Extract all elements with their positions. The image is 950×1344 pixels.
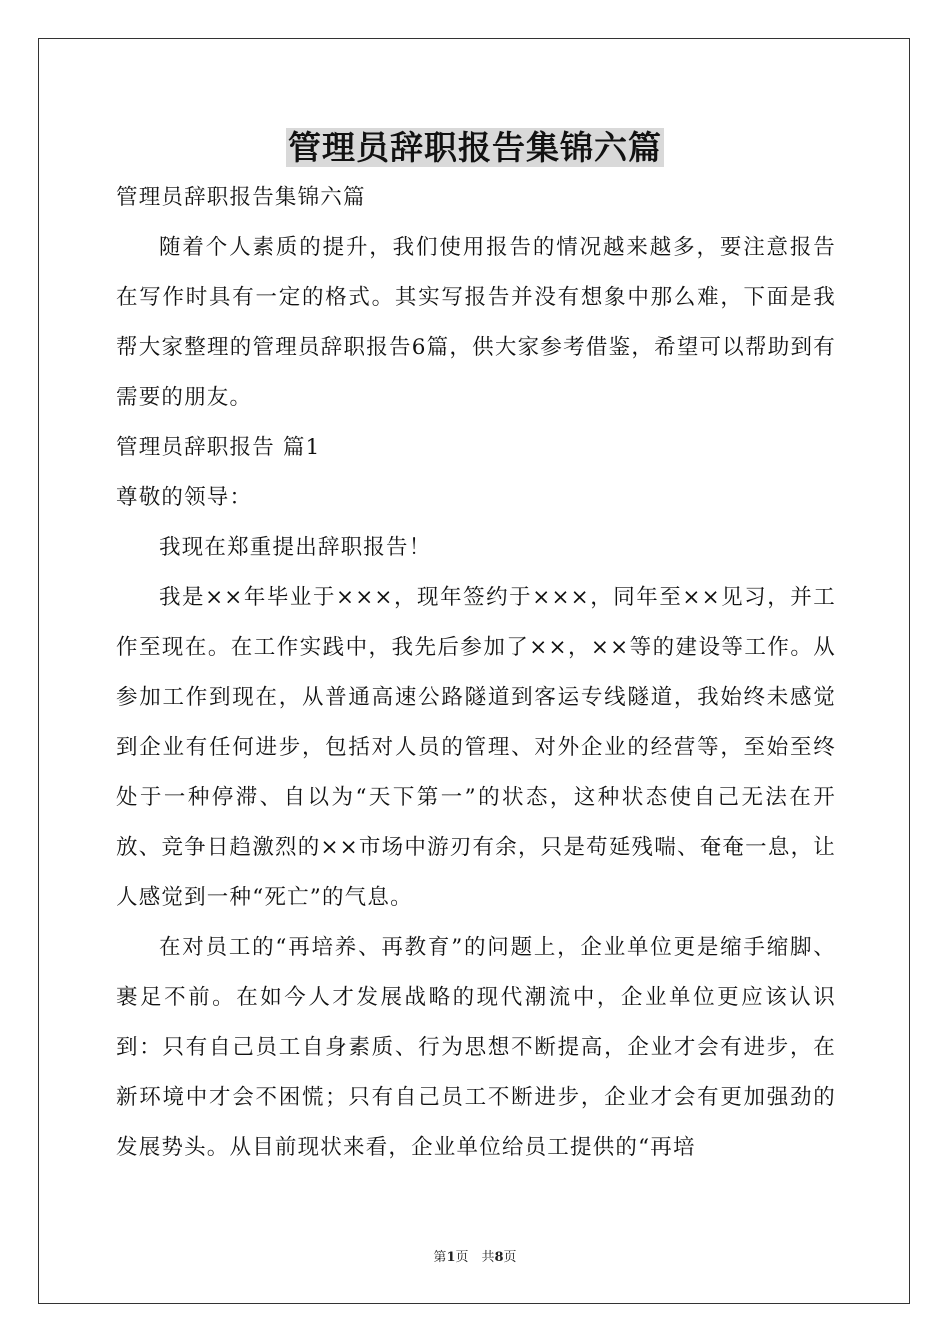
body-paragraph: 管理员辞职报告 篇1 bbox=[116, 435, 321, 460]
page-current: 1 bbox=[446, 1250, 456, 1265]
document-title bbox=[0, 122, 950, 174]
body-paragraph: 在对员工的“再培养、再教育”的问题上，企业单位更是缩手缩脚、裹足不前。在如今人才发展战略的现代潮流中，企业单位更应该认识到：只有自己员工自身素质、行为思想不断提高，企业才会有进步，在新环境中才会不困慌；只有自己员工不断进步，企业才会有更加强劲的发展势头。从目前现状来看，企业单位给员工提供的“再培 bbox=[116, 935, 836, 1160]
page-number-footer bbox=[0, 1246, 950, 1265]
document-title-text: 管理员辞职报告集锦六篇 bbox=[288, 128, 662, 167]
body-paragraph: 管理员辞职报告集锦六篇 bbox=[116, 185, 366, 210]
page-mid: 页 共 bbox=[455, 1250, 495, 1265]
page-total: 8 bbox=[494, 1250, 504, 1265]
document-body bbox=[116, 173, 836, 1173]
page-suffix: 页 bbox=[503, 1250, 517, 1265]
body-paragraph: 尊敬的领导： bbox=[116, 485, 253, 510]
body-paragraph: 我现在郑重提出辞职报告！ bbox=[159, 535, 432, 560]
body-paragraph: 我是××年毕业于×××，现年签约于×××，同年至××见习，并工作至现在。在工作实践中，我先后参加了××，××等的建设等工作。从参加工作到现在，从普通高速公路隧道到客运专线隧道，我始终未感觉到企业有任何进步，包括对人员的管理、对外企业的经营等，至始至终处于一种停滞、自以为“天下第一”的状态，这种状态使自己无法在开放、竞争日趋激烈的××市场中游刃有余，只是苟延残喘、奄奄一息，让人感觉到一种“死亡”的气息。 bbox=[116, 585, 836, 910]
page-prefix: 第 bbox=[433, 1250, 447, 1265]
body-paragraph: 随着个人素质的提升，我们使用报告的情况越来越多，要注意报告在写作时具有一定的格式。其实写报告并没有想象中那么难，下面是我帮大家整理的管理员辞职报告6篇，供大家参考借鉴，希望可以帮助到有需要的朋友。 bbox=[116, 235, 836, 410]
